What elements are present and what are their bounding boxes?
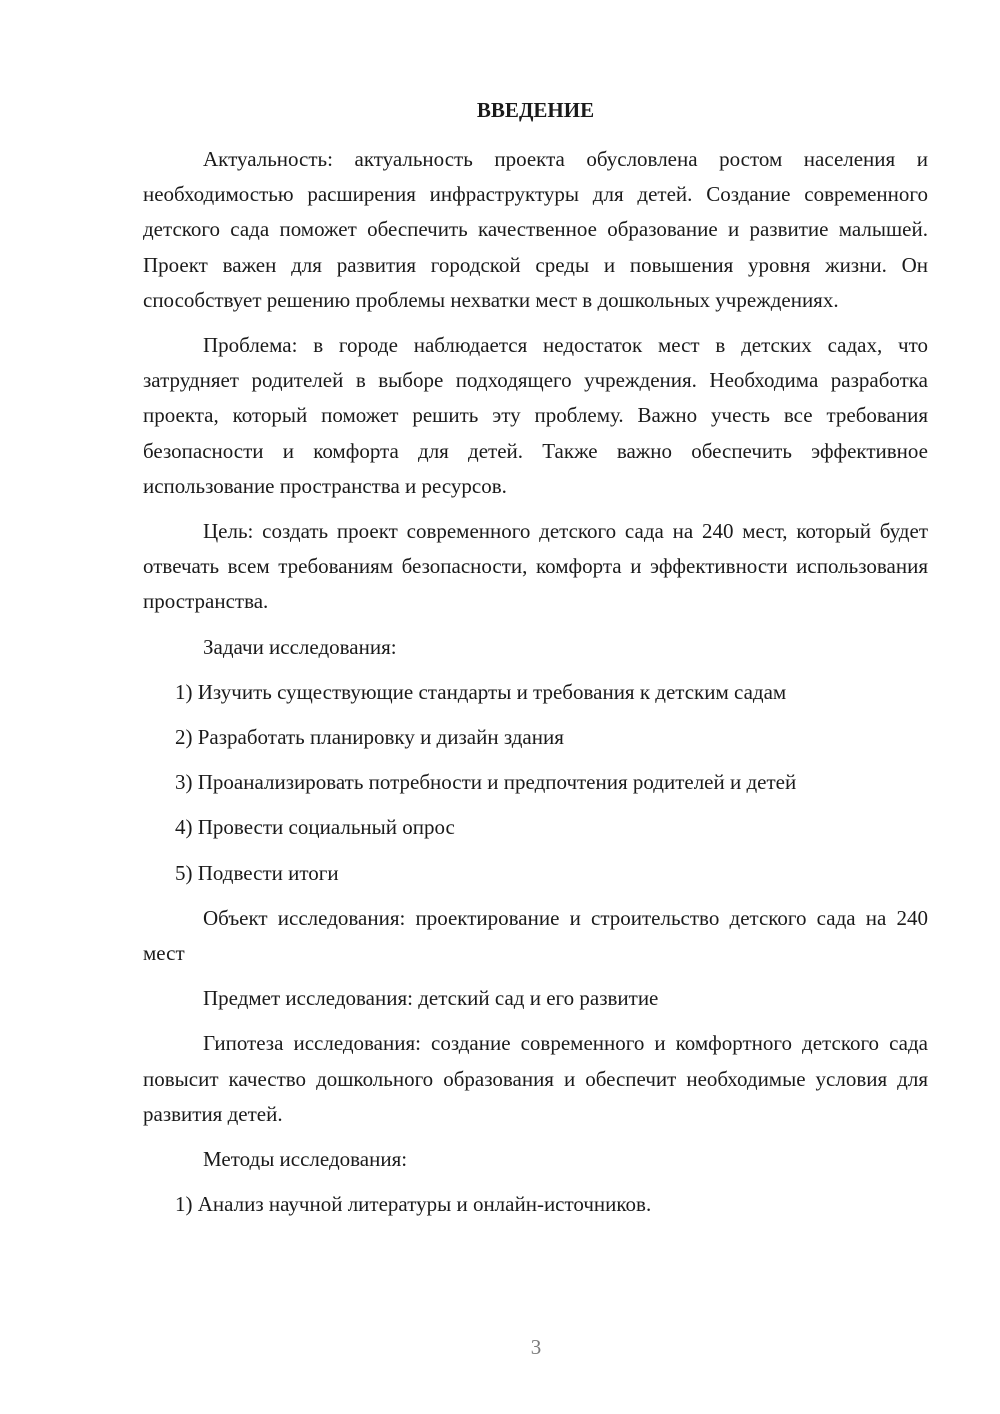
relevance-paragraph: Актуальность: актуальность проекта обусловлена ростом населения и необходимостью расширения инфраструктуры для детей. Создание современного детского сада поможет обеспечить качественное образование и развитие малышей. Проект важен для развития городской среды и повышения уровня жизни. Он способствует решению проблемы нехватки мест в дошкольных учреждениях. <box>143 147 928 312</box>
goal-paragraph: Цель: создать проект современного детского сада на 240 мест, который будет отвечать всем требованиям безопасности, комфорта и эффективности использования пространства. <box>143 519 928 614</box>
method-item-1: 1) Анализ научной литературы и онлайн-источников. <box>175 1192 652 1217</box>
task-item-3: 3) Проанализировать потребности и предпочтения родителей и детей <box>175 770 797 795</box>
document-body <box>143 92 928 1232</box>
object-paragraph: Объект исследования: проектирование и строительство детского сада на 240 мест <box>143 905 928 966</box>
task-item-2: 2) Разработать планировку и дизайн здания <box>175 725 564 750</box>
methods-heading: Методы исследования: <box>203 1147 408 1172</box>
tasks-heading: Задачи исследования: <box>203 634 397 659</box>
subject-paragraph: Предмет исследования: детский сад и его развитие <box>203 986 659 1011</box>
task-item-1: 1) Изучить существующие стандарты и требования к детским садам <box>175 679 787 704</box>
task-item-4: 4) Провести социальный опрос <box>175 815 455 840</box>
hypothesis-paragraph: Гипотеза исследования: создание современного и комфортного детского сада повысит качество дошкольного образования и обеспечит необходимые условия для развития детей. <box>143 1031 928 1126</box>
task-item-5: 5) Подвести итоги <box>175 860 339 885</box>
section-title: ВВЕДЕНИЕ <box>476 98 595 122</box>
page-number: 3 <box>530 1335 542 1359</box>
problem-paragraph: Проблема: в городе наблюдается недостаток мест в детских садах, что затрудняет родителей в выборе подходящего учреждения. Необходима разработка проекта, который поможет решить эту проблему. Важно учесть все требования безопасности и комфорта для детей. Также важно обеспечить эффективное использование пространства и ресурсов. <box>143 333 928 498</box>
